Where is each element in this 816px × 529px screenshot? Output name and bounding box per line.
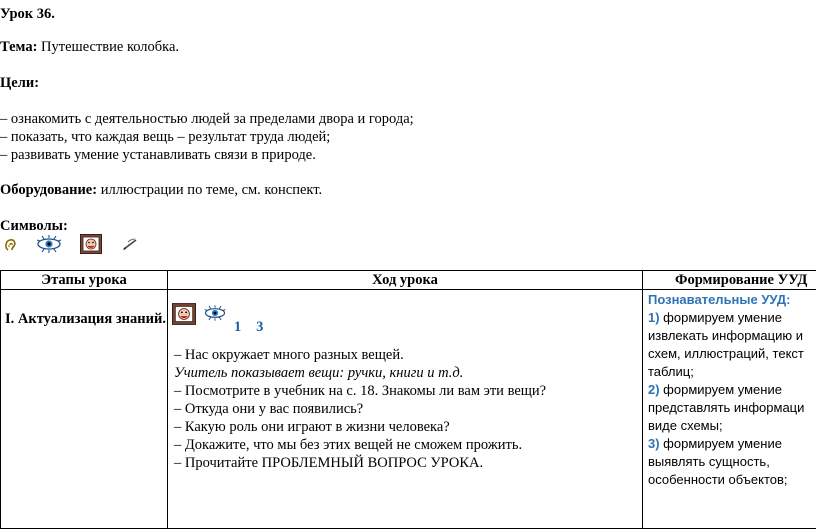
column-header: Этапы урока	[1, 271, 168, 290]
pen-icon	[122, 237, 138, 251]
portrait-icon	[172, 303, 196, 325]
course-line: – Откуда они у вас появились?	[174, 400, 363, 418]
eye-icon	[202, 304, 228, 322]
goal-item: – ознакомить с деятельностью людей за пределами двора и города;	[0, 110, 414, 128]
uud-item-number: 1)	[648, 310, 660, 325]
uud-item-text: извлекать информацию и	[648, 327, 816, 345]
goals-label: Цели:	[0, 74, 39, 92]
column-header: Формирование УУД	[643, 271, 816, 290]
uud-item-text: схем, иллюстраций, текст	[648, 345, 816, 363]
uud-item	[648, 309, 816, 327]
uud-item-text: формируем умение	[660, 310, 782, 325]
uud-item-text: особенности объектов;	[648, 471, 816, 489]
column-header: Ход урока	[168, 271, 643, 290]
goal-item: – показать, что каждая вещь – результат труда людей;	[0, 128, 330, 146]
table-header-row	[1, 271, 816, 290]
course-line: – Прочитайте ПРОБЛЕМНЫЙ ВОПРОС УРОКА.	[174, 454, 483, 472]
symbols-label: Символы:	[0, 217, 68, 235]
uud-item-text: формируем умение	[660, 382, 782, 397]
portrait-icon	[80, 234, 102, 254]
lesson-table	[0, 270, 816, 529]
uud-item-text: выявлять сущность,	[648, 453, 816, 471]
symbols-row	[4, 234, 144, 254]
course-line: – Докажите, что мы без этих вещей не сможем прожить.	[174, 436, 522, 454]
stage-title: I. Актуализация знаний.	[1, 290, 167, 328]
topic-value: Путешествие колобка.	[37, 39, 179, 55]
course-line: – Какую роль они играют в жизни человека?	[174, 418, 450, 436]
goal-item: – развивать умение устанавливать связи в природе.	[0, 146, 316, 164]
topic-label: Тема:	[0, 39, 37, 55]
equipment-line	[0, 181, 322, 199]
lesson-course	[168, 290, 642, 528]
uud-item-text: виде схемы;	[648, 417, 816, 435]
course-line: – Посмотрите в учебник на с. 18. Знакомы ли вам эти вещи?	[174, 382, 546, 400]
lesson-number: Урок 36.	[0, 5, 55, 23]
topic-line	[0, 38, 179, 56]
uud-column	[643, 290, 816, 489]
equipment-value: иллюстрации по теме, см. конспект.	[97, 182, 322, 198]
course-line: Учитель показывает вещи: ручки, книги и т.д.	[174, 364, 463, 382]
ear-icon	[4, 237, 18, 253]
uud-item	[648, 381, 816, 399]
eye-icon	[34, 234, 64, 254]
symbol-numbers: 1 3	[234, 319, 264, 336]
equipment-label: Оборудование:	[0, 182, 97, 198]
uud-item-number: 2)	[648, 382, 660, 397]
table-row	[1, 290, 816, 529]
uud-item-text: таблиц;	[648, 363, 816, 381]
uud-item-text: представлять информаци	[648, 399, 816, 417]
uud-item	[648, 435, 816, 453]
uud-item-number: 3)	[648, 436, 660, 451]
uud-item-text: формируем умение	[660, 436, 782, 451]
uud-title: Познавательные УУД:	[648, 291, 816, 309]
course-line: – Нас окружает много разных вещей.	[174, 346, 404, 364]
